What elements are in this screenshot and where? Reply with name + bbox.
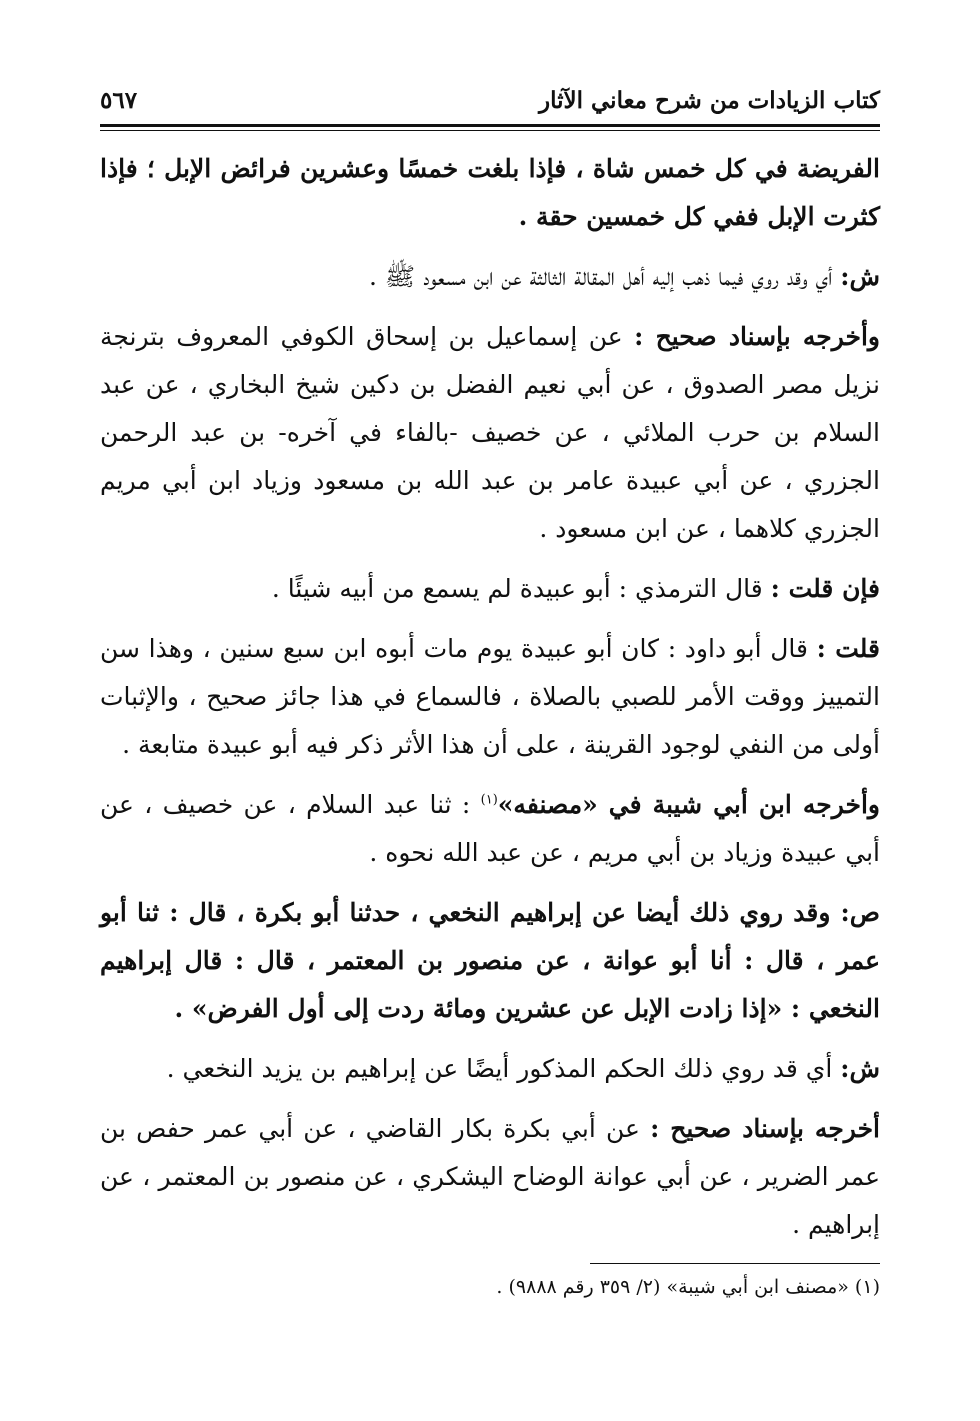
paragraph: ص: وقد روي ذلك أيضا عن إبراهيم النخعي ، حدثنا أبو بكرة ، قال : ثنا أبو عمر ، قال : أنا أبو عوانة ، عن منصور بن المعتمر ، قال : قال إبراهيم النخعي : «إذا زادت الإبل عن عشرين ومائة ردت إلى أول الفرض» . xyxy=(100,898,880,1023)
document-page xyxy=(100,68,880,1304)
paragraph: ش: أي وقد روي فيما ذهب إليه أهل المقالة الثالثة عن ابن مسعود ﷺ . xyxy=(369,262,880,291)
paragraph: أخرجه بإسناد صحيح : عن أبي بكرة بكار القاضي ، عن أبي عمر حفص بن عمر الضرير ، عن أبي عوانة الوضاح اليشكري ، عن منصور بن المعتمر ، عن إبراهيم . xyxy=(100,1114,880,1239)
page-number: ٥٦٧ xyxy=(100,87,138,114)
paragraph: وأخرجه بإسناد صحيح : عن إسماعيل بن إسحاق الكوفي المعروف بترنجة نزيل مصر الصدوق ، عن أبي نعيم الفضل بن دكين شيخ البخاري ، عن عبد السلام بن حرب الملائي ، عن خصيف -بالفاء في آخره- بن عبد الرحمن الجزري ، عن أبي عبيدة عامر بن عبد الله بن مسعود وزياد ابن أبي مريم الجزري كلاهما ، عن ابن مسعود . xyxy=(100,322,880,543)
header-rule-thin xyxy=(100,130,880,131)
header-rule-thick xyxy=(100,124,880,127)
paragraph: فإن قلت : قال الترمذي : أبو عبيدة لم يسمع من أبيه شيئًا . xyxy=(271,574,880,603)
footnote: (١) «مصنف ابن أبي شيبة» (٢/ ٣٥٩ رقم ٩٨٨٨) . xyxy=(496,1276,880,1298)
page-header xyxy=(100,68,880,114)
book-title: كتاب الزيادات من شرح معاني الآثار xyxy=(538,87,880,114)
paragraph: الفريضة في كل خمس شاة ، فإذا بلغت خمسًا وعشرين فرائض الإبل ؛ فإذا كثرت الإبل ففي كل خمسين حقة . xyxy=(100,154,880,231)
page-body xyxy=(100,145,880,1249)
paragraph: ش: أي قد روي ذلك الحكم المذكور أيضًا عن إبراهيم بن يزيد النخعي . xyxy=(166,1054,880,1083)
paragraph: قلت : قال أبو داود : كان أبو عبيدة يوم مات أبوه ابن سبع سنين ، وهذا سن التمييز ووقت الأمر للصبي بالصلاة ، فالسماع في هذا جائز صحيح ، والإثبات أولى من النفي لوجود القرينة ، على أن هذا الأثر ذكر فيه أبو عبيدة متابعة . xyxy=(100,634,880,759)
footnote-rule xyxy=(590,1263,880,1264)
footnote-ref[interactable]: (١) xyxy=(480,792,498,808)
paragraph: وأخرجه ابن أبي شيبة في «مصنفه»$^{(١)}$ : ثنا عبد السلام ، عن خصيف ، عن أبي عبيدة وزياد بن أبي مريم ، عن عبد الله نحوه . xyxy=(100,790,881,867)
